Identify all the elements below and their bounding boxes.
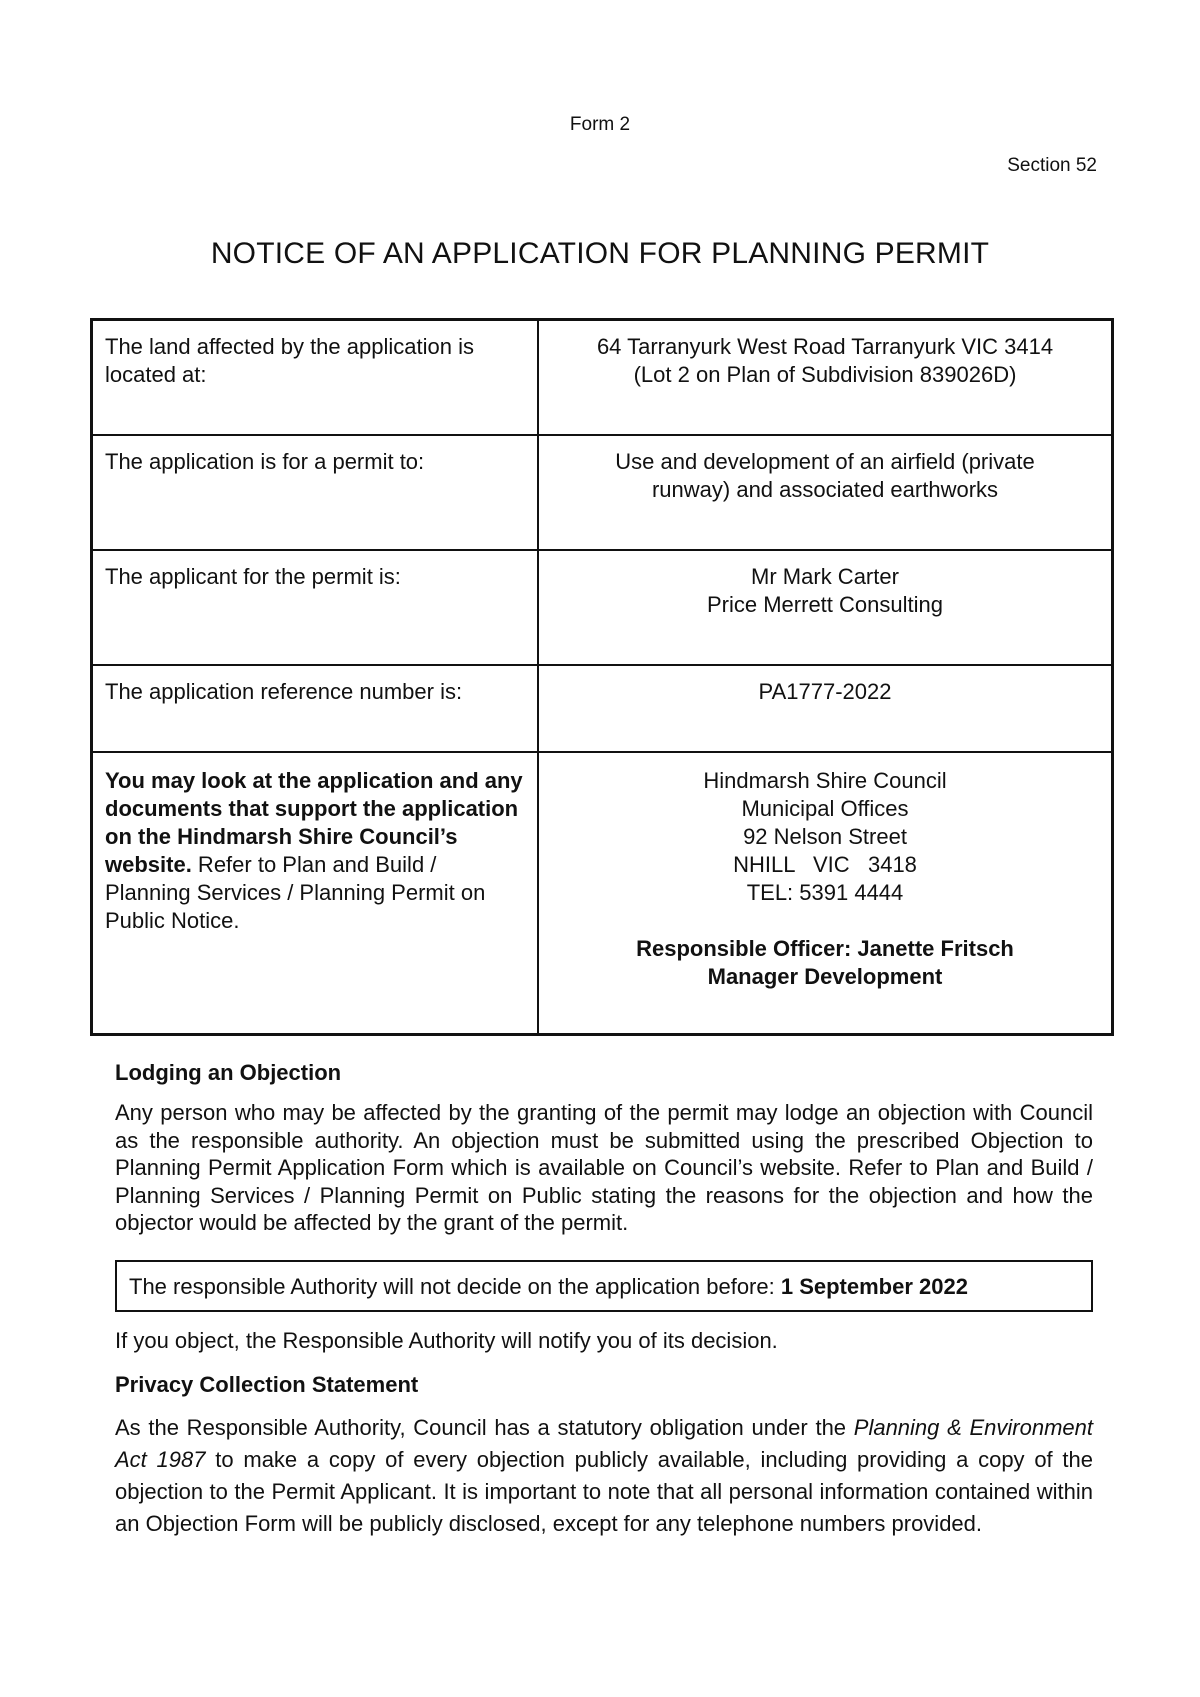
notify-text: If you object, the Responsible Authority will notify you of its decision. <box>115 1328 778 1353</box>
reference-value: PA1777-2022 <box>538 665 1113 752</box>
act-name: Planning & Environment Act 1987 <box>115 1415 1093 1472</box>
purpose-line-2: runway) and associated earthworks <box>651 477 999 502</box>
inspection-label-bold: You may look at the application and any documents that support the application on the Hindmarsh Shire Council’s website. <box>105 768 523 877</box>
land-lot: (Lot 2 on Plan of Subdivision 839026D) <box>633 362 1017 387</box>
spacer <box>551 907 1099 935</box>
purpose-label: The application is for a permit to: <box>92 435 539 550</box>
officer-role: Manager Development <box>707 964 943 989</box>
table-row-reference <box>92 665 1113 752</box>
reference-label: The application reference number is: <box>92 665 539 752</box>
table-row-inspection <box>92 752 1113 1035</box>
form-number: Form 2 <box>569 114 631 135</box>
land-address: 64 Tarranyurk West Road Tarranyurk VIC 3414 <box>596 334 1054 359</box>
council-contact <box>538 752 1113 1035</box>
objection-body: Any person who may be affected by the granting of the permit may lodge an objection with Council as the responsible authority. An objection must be submitted using the prescribed Objection to Planning Permit Application Form which is available on Council’s website. Refer to Plan and Build / Planning Services / Planning Permit on Public stating the reasons for the objection and how the objector would be affected by the grant of the permit. <box>115 1100 1093 1235</box>
council-phone: TEL: 5391 4444 <box>746 880 904 905</box>
inspection-label-rest: Refer to Plan and Build / Planning Services / Planning Permit on Public Notice. <box>105 852 486 933</box>
purpose-value <box>538 435 1113 550</box>
table-row-land <box>92 320 1113 436</box>
privacy-heading: Privacy Collection Statement <box>115 1372 419 1397</box>
privacy-text-after: to make a copy of every objection publicly available, including providing a copy of the objection to the Permit Applicant. It is important to note that all personal information contained within an Objection Form will be publicly disclosed, except for any telephone numbers provided. <box>115 1447 1094 1536</box>
applicant-company: Price Merrett Consulting <box>707 592 943 617</box>
council-name: Hindmarsh Shire Council <box>703 768 947 793</box>
table-row-purpose <box>92 435 1113 550</box>
decision-date-box <box>115 1260 1093 1312</box>
land-value <box>538 320 1113 436</box>
responsible-officer: Responsible Officer: Janette Fritsch <box>636 936 1014 961</box>
decision-text: The responsible Authority will not decide on the application before: <box>129 1274 781 1299</box>
application-details-table <box>90 318 1114 1036</box>
council-town: NHILL VIC 3418 <box>733 852 917 877</box>
applicant-value <box>538 550 1113 665</box>
applicant-label: The applicant for the permit is: <box>92 550 539 665</box>
document-title: NOTICE OF AN APPLICATION FOR PLANNING PERMIT <box>210 237 990 270</box>
inspection-label <box>92 752 539 1035</box>
land-label: The land affected by the application is located at: <box>92 320 539 436</box>
section-number: Section 52 <box>1007 155 1097 176</box>
applicant-name: Mr Mark Carter <box>751 564 899 589</box>
purpose-line-1: Use and development of an airfield (private <box>615 449 1035 474</box>
privacy-statement <box>115 1412 1093 1540</box>
council-offices: Municipal Offices <box>741 796 909 821</box>
table-row-applicant <box>92 550 1113 665</box>
privacy-text-before: As the Responsible Authority, Council has a statutory obligation under the <box>115 1415 854 1440</box>
objection-heading: Lodging an Objection <box>115 1060 342 1085</box>
decision-date: 1 September 2022 <box>780 1274 968 1299</box>
council-street: 92 Nelson Street <box>743 824 907 849</box>
